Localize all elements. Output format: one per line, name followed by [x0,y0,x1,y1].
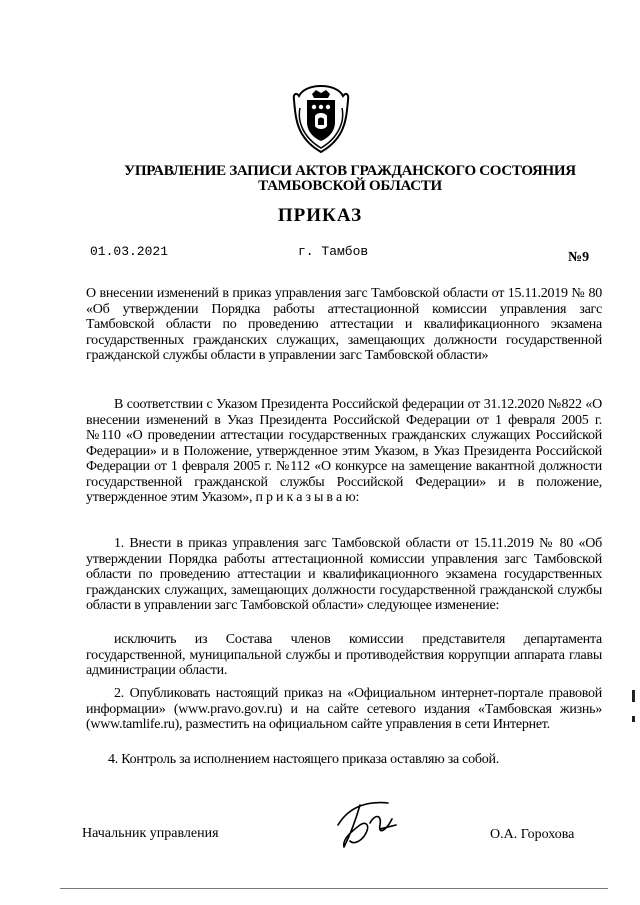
organization-name-line1: УПРАВЛЕНИЕ ЗАПИСИ АКТОВ ГРАЖДАНСКОГО СОСТОЯНИЯ [124,163,576,179]
signatory-name: О.А. Горохова [490,827,575,842]
order-item-1: 1. Внести в приказ управления загс Тамбовской области от 15.11.2019 № 80 «Об утверждении Порядка работы аттестационной комиссии управления загс Тамбовской области по проведению аттестации и квалификационного экзамена государственных гражданских служащих, замещающих должности государственной гражданской службы области в управлении загс Тамбовской области» следующее изменение: [86,536,602,613]
order-item-1-change: исключить из Состава членов комиссии представителя департамента государственной, муниципальной службы и противодействия коррупции аппарата главы администрации области. [86,632,602,678]
coat-of-arms-icon [290,82,352,154]
document-date: 01.03.2021 [90,244,169,259]
order-item-2: 2. Опубликовать настоящий приказ на «Официальном интернет-портале правовой информации» (www.pravo.gov.ru) и на сайте сетевого издания «Тамбовская жизнь» (www.tamlife.ru), разместить на официальном сайте управления в сети Интернет. [86,686,602,732]
handwritten-signature [330,795,408,853]
document-city: г. Тамбов [298,244,369,259]
signatory-role: Начальник управления [82,826,219,841]
scan-edge-mark [632,690,635,702]
document-number: №9 [568,250,590,265]
order-preamble: В соответствии с Указом Президента Российской федерации от 31.12.2020 №822 «О внесении изменений в Указ Президента Российской Федерации от 1 февраля 2005 г. №110 «О проведении аттестации государственных гражданских служащих Российской Федерации» и в Положение, утвержденное этим Указом, в Указ Президента Российской Федерации от 1 февраля 2005 г. №112 «О конкурсе на замещение вакантной должности государственной гражданской службы Российской Федерации» и в положение, утвержденное этим Указом», п р и к а з ы в а ю: [86,397,602,505]
order-item-4: 4. Контроль за исполнением настоящего приказа оставляю за собой. [108,752,500,767]
scan-edge-line [60,888,608,889]
order-subject: О внесении изменений в приказ управления загс Тамбовской области от 15.11.2019 № 80 «Об утверждении Порядка работы аттестационной комиссии управления загс Тамбовской области по проведению аттестации и квалификационного экзамена государственных гражданских служащих, замещающих должности государственной гражданской службы области в управлении загс Тамбовской области» [86,286,602,363]
document-title: ПРИКАЗ [277,205,363,226]
organization-name-line2: ТАМБОВСКОЙ ОБЛАСТИ [258,178,442,194]
scan-edge-mark [632,716,635,722]
